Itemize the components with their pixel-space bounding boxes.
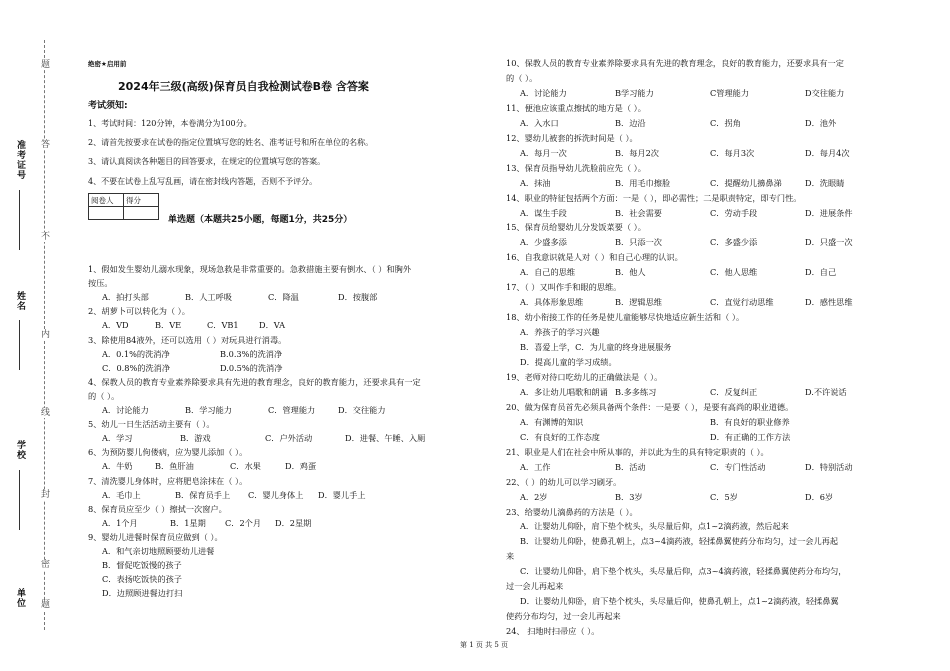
note-line: 4、不要在试卷上乱写乱画，请在密封线内答题，否则不予评分。 — [88, 177, 318, 186]
question-stem: 5、幼儿一日生活活动主要有（ ）。 — [88, 419, 215, 430]
question-stem-cont: 的（ ）。 — [88, 390, 120, 401]
question-option: D．特别活动 — [805, 461, 853, 472]
question-option: D．边照顾进餐边打扫 — [102, 588, 183, 599]
question-option: B．督促吃饭慢的孩子 — [102, 560, 182, 571]
question-stem: 12、婴幼儿被套的拆洗时间是（ ）。 — [506, 132, 638, 143]
question-option: D．交往能力 — [338, 405, 386, 415]
question-option: A．入水口 — [520, 117, 559, 128]
question-option: B．逻辑思维 — [615, 297, 662, 308]
question-option: C．管理能力 — [268, 405, 316, 415]
question-option: A．自己的思维 — [520, 267, 576, 278]
question-stem: 10、保教人员的教育专业素养除要求具有先进的教育理念，良好的教育能力，还要求具有一定 — [506, 58, 844, 68]
question-option: B.0.3%的洗消净 — [220, 348, 283, 359]
note-line: 3、请认真阅读各种题目的回答要求，在规定的位置填写您的答案。 — [88, 157, 326, 166]
question-option: D．6岁 — [805, 491, 834, 502]
question-option: B．学习能力 — [185, 405, 232, 415]
question-option: D．提高儿童的学习成绩。 — [520, 357, 617, 367]
unit-label: 单位 — [15, 588, 25, 608]
question-option: B．喜爱上学，C．为儿童的终身进展服务 — [520, 342, 672, 353]
question-stem: 14、职业的特征包括两个方面：一是（ ），即必需性；二是职责特定，即专门性。 — [506, 192, 802, 203]
score-cell[interactable] — [124, 207, 159, 220]
secret-mark: 绝密★启用前 — [88, 60, 127, 68]
question-option: B．每月2次 — [615, 147, 659, 158]
question-option: A．每月一次 — [520, 147, 567, 158]
question-stem: 21、职业是人们在社会中所从事的，并以此为生的具有特定职责的（ ）。 — [506, 446, 769, 457]
question-option: C．VB1 — [207, 320, 239, 331]
question-stem: 22、（ ）的幼儿可以学习刷牙。 — [506, 476, 622, 487]
score-table — [88, 193, 159, 220]
name-label: 姓名 — [15, 291, 25, 311]
question-stem: 2、胡萝卜可以转化为（ ）。 — [88, 306, 190, 317]
question-option: A．0.1%的洗消净 — [102, 348, 170, 359]
seal-char: 题 — [41, 60, 51, 70]
question-option: D.0.5%的洗消净 — [220, 362, 283, 373]
question-option: B．3岁 — [615, 491, 643, 502]
question-stem: 13、保育员指导幼儿洗脸前应先（ ）。 — [506, 162, 646, 173]
question-option: C．有良好的工作态度 — [520, 431, 600, 442]
note-line: 1、考试时间：120分钟，本卷满分为100分。 — [88, 119, 252, 128]
question-option: D．VA — [259, 320, 286, 331]
question-option: D.不许说话 — [805, 386, 847, 397]
question-option: D．进展条件 — [805, 207, 853, 218]
question-option: A．毛巾上 — [102, 489, 141, 500]
question-option: C．专门性活动 — [710, 461, 766, 472]
question-option: B．用毛巾擦脸 — [615, 177, 671, 188]
question-option: B．保育员手上 — [175, 489, 231, 500]
question-option: C．他人思维 — [710, 267, 758, 278]
question-option: A．VD — [102, 320, 129, 331]
question-option: C．让婴幼儿仰卧，肩下垫个枕头，头尽量后仰，点3~4滴药液，轻揉鼻翼使药分布均匀， — [520, 566, 847, 577]
question-option: A．牛奶 — [102, 461, 133, 472]
question-option: A．讨论能力 — [520, 87, 567, 98]
question-stem: 16、自我意识就是人对（ ）和自己心理的认识。 — [506, 252, 683, 263]
question-option: B．边沿 — [615, 117, 646, 128]
question-option: B．活动 — [615, 461, 646, 472]
question-option: A．抹油 — [520, 177, 551, 188]
question-option: D．婴儿手上 — [318, 489, 366, 500]
question-option: D交往能力 — [805, 87, 845, 98]
question-stem: 15、保育员给婴幼儿分发饭菜要（ ）。 — [506, 222, 646, 233]
binding-margin — [0, 0, 80, 671]
question-option: C．劳动手段 — [710, 207, 758, 218]
question-option: C．2个月 — [225, 517, 262, 528]
question-stem: 3、除使用84液外，还可以选用（ ）对玩具进行消毒。 — [88, 334, 287, 345]
name-blank — [19, 320, 20, 370]
question-option: B．他人 — [615, 267, 646, 278]
question-option: A．讨论能力 — [102, 405, 149, 415]
seal-char: 封 — [41, 490, 51, 500]
question-stem: 20、做为保育员首先必须具备两个条件：一是要（ ），是要有高尚的职业道德。 — [506, 401, 794, 412]
question-option: A．拍打头部 — [102, 292, 149, 303]
question-option: B．1星期 — [170, 517, 206, 528]
question-option: A．养孩子的学习兴趣 — [520, 327, 600, 338]
seal-char: 线 — [41, 408, 51, 418]
question-option: A．谋生手段 — [520, 207, 567, 218]
question-stem: 1、假如发生婴幼儿溺水现象，现场急救是非常重要的。急救措施主要有倒水、（ ）和胸外 — [88, 264, 412, 274]
question-option: C．表扬吃饭快的孩子 — [102, 574, 182, 585]
question-stem: 17、（ ）又叫作手和眼的思维。 — [506, 282, 622, 293]
question-stem: 23、给婴幼儿滴鼻药的方法是（ ）。 — [506, 506, 638, 517]
question-option: B．只添一次 — [615, 237, 662, 248]
question-option: D．感性思维 — [805, 297, 853, 308]
exam-id-blank — [19, 190, 20, 250]
question-stem-cont: 按压。 — [88, 278, 113, 289]
question-option: A．1个月 — [102, 517, 138, 528]
notice-heading: 考试须知: — [88, 101, 128, 111]
question-option: B.多多练习 — [615, 386, 657, 397]
question-option: D．按腹部 — [338, 292, 378, 303]
question-option: C．5岁 — [710, 491, 738, 502]
question-line: 使药分布均匀，过一会儿再起来 — [506, 611, 621, 622]
question-option: C．户外活动 — [265, 433, 313, 444]
question-option: C．婴儿身体上 — [248, 489, 304, 500]
question-option: B．游戏 — [180, 433, 211, 444]
seal-char: 题 — [41, 600, 51, 610]
question-option: D．2星期 — [275, 517, 312, 528]
question-option: A．有渊博的知识 — [520, 416, 584, 427]
grader-cell[interactable] — [89, 207, 124, 220]
seal-char: 密 — [41, 560, 51, 570]
question-option: D．自己 — [805, 267, 837, 278]
question-stem: 6、为预防婴儿佝偻病，应为婴儿添加（ ）。 — [88, 447, 248, 458]
page-footer: 第 1 页 共 5 页 — [460, 641, 509, 649]
question-stem: 18、幼小衔接工作的任务是使儿童能够尽快地适应新生活和（ ）。 — [506, 312, 745, 323]
question-option: C管理能力 — [710, 87, 750, 98]
question-option: D．鸡蛋 — [285, 461, 317, 472]
question-option: C．多盛少添 — [710, 237, 758, 248]
exam-id-label: 准考证号 — [15, 140, 25, 180]
question-option: A．少盛多添 — [520, 237, 567, 248]
question-option: A．让婴幼儿仰卧，肩下垫个枕头，头尽量后仰，点1~2滴药液，然后起来 — [520, 521, 789, 532]
school-blank — [19, 470, 20, 530]
question-option: A．2岁 — [520, 491, 548, 502]
question-option: B．有良好的职业修养 — [710, 416, 790, 427]
question-option: D．有正确的工作方法 — [710, 431, 791, 442]
question-option: D．每月4次 — [805, 147, 850, 158]
question-line: 过一会儿再起来 — [506, 581, 564, 592]
school-label: 学校 — [15, 440, 25, 460]
question-option: A．多让幼儿唱歌和朗诵 — [520, 386, 608, 397]
question-option: C．反复纠正 — [710, 386, 758, 397]
question-stem: 9、婴幼儿进餐时保育员应做到（ ）。 — [88, 531, 223, 542]
question-option: C．降温 — [268, 292, 299, 303]
note-line: 2、请首先按要求在试卷的指定位置填写您的姓名、准考证号和所在单位的名称。 — [88, 138, 374, 147]
question-option: A．学习 — [102, 433, 133, 444]
question-option: C．直觉行动思维 — [710, 297, 774, 308]
question-option: C．提醒幼儿擤鼻涕 — [710, 177, 782, 188]
question-stem: 8、保育员应至少（ ）擦拭一次窗户。 — [88, 503, 227, 514]
question-option: D．只盛一次 — [805, 237, 853, 248]
grader-label: 阅卷人 — [89, 194, 124, 207]
question-stem: 24、 扫地时扫帚应（ ）。 — [506, 626, 600, 637]
seal-char: 不 — [41, 232, 51, 242]
question-option: B．社会需要 — [615, 207, 662, 218]
question-option: B．人工呼吸 — [185, 292, 232, 303]
question-option: B．VE — [155, 320, 182, 331]
question-option: A．具体形象思维 — [520, 297, 584, 308]
question-option: C．0.8%的洗消净 — [102, 362, 171, 373]
question-option: B．鱼肝油 — [155, 461, 194, 472]
question-stem: 4、保教人员的教育专业素养除要求具有先进的教育理念，良好的教育能力，还要求具有一定 — [88, 376, 421, 387]
question-option: D．进餐、午睡、入厕 — [345, 433, 426, 444]
question-option: A．工作 — [520, 461, 551, 472]
question-line: 的（ ）。 — [506, 72, 538, 83]
question-option: D．让婴幼儿仰卧，肩下垫个枕头，头尽量后仰，使鼻孔朝上，点1~2滴药液，轻揉鼻翼 — [520, 596, 839, 607]
seal-char: 答 — [41, 140, 51, 150]
question-line: 来 — [506, 551, 515, 562]
question-option: B学习能力 — [615, 87, 654, 98]
score-label: 得分 — [124, 194, 159, 207]
question-option: D．池外 — [805, 117, 837, 128]
question-option: C．拐角 — [710, 117, 741, 128]
question-stem: 11、便池应该重点擦拭的地方是（ ）。 — [506, 102, 646, 113]
question-stem: 7、清洗婴儿身体时，应将肥皂涂抹在（ ）。 — [88, 475, 248, 486]
page-title: 2024年三级(高级)保育员自我检测试卷B卷 含答案 — [118, 80, 369, 93]
question-option: A．和气亲切地照顾要幼儿进餐 — [102, 546, 215, 556]
question-option: C．每月3次 — [710, 147, 755, 158]
seal-char: 内 — [41, 330, 51, 340]
question-option: B．让婴幼儿仰卧，使鼻孔朝上，点3~4滴药液，轻揉鼻翼使药分布均匀，过一会儿再起 — [520, 536, 839, 547]
question-option: D．洗眼睛 — [805, 177, 845, 188]
question-option: C．水果 — [230, 461, 261, 472]
question-stem: 19、老师对待口吃幼儿的正确做法是（ ）。 — [506, 371, 663, 382]
section-title: 单选题（本题共25小题，每题1分，共25分） — [168, 215, 353, 225]
